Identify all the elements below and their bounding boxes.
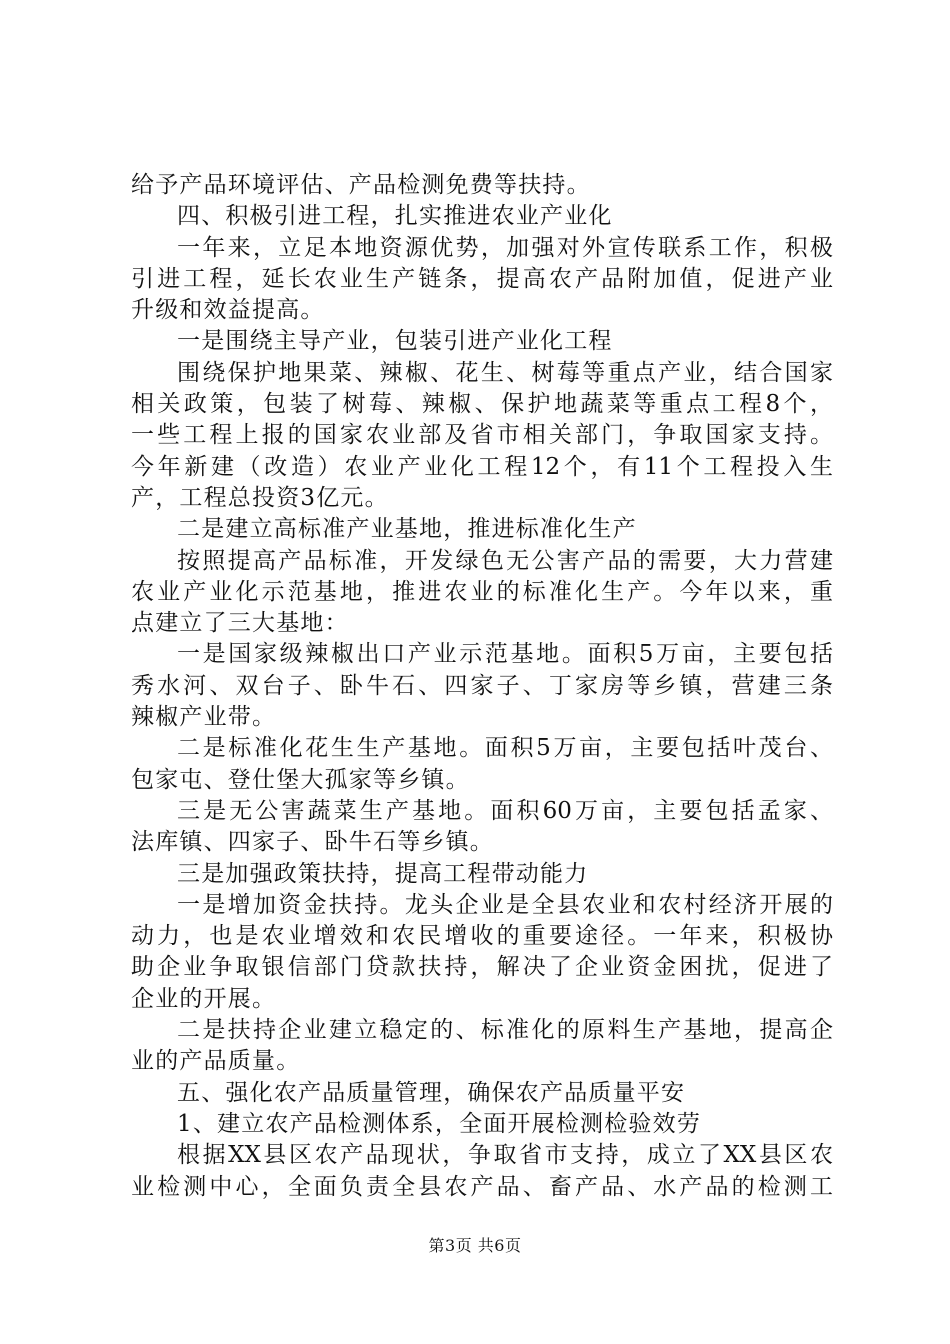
text-line: 辣椒产业带。 — [131, 704, 277, 731]
text-line: 一是围绕主导产业，包装引进产业化工程 — [177, 328, 613, 355]
text-line: 今年新建（改造）农业产业化工程12个，有11个工程投入生 — [131, 453, 833, 480]
text-line: 一是增加资金扶持。龙头企业是全县农业和农村经济开展的 — [177, 891, 833, 918]
text-line: 点建立了三大基地： — [131, 610, 349, 637]
page-footer: 第3页 共6页 — [428, 1236, 522, 1255]
text-line: 产，工程总投资3亿元。 — [131, 484, 389, 511]
text-line: 三是无公害蔬菜生产基地。面积60万亩，主要包括孟家、 — [177, 797, 833, 824]
text-line: 法库镇、四家子、卧牛石等乡镇。 — [131, 829, 494, 856]
text-line: 三是加强政策扶持，提高工程带动能力 — [177, 860, 589, 887]
text-line: 企业的开展。 — [131, 985, 277, 1012]
text-line: 包家屯、登仕堡大孤家等乡镇。 — [131, 766, 470, 793]
text-line: 业检测中心，全面负责全县农产品、畜产品、水产品的检测工 — [131, 1173, 833, 1200]
text-line: 助企业争取银信部门贷款扶持，解决了企业资金困扰，促进了 — [131, 954, 833, 981]
text-line: 根据XX县区农产品现状，争取省市支持，成立了XX县区农 — [177, 1142, 833, 1169]
text-line: 二是标准化花生生产基地。面积5万亩，主要包括叶茂台、 — [177, 735, 833, 762]
text-line: 升级和效益提高。 — [131, 297, 325, 324]
text-line: 按照提高产品标准，开发绿色无公害产品的需要，大力营建 — [177, 547, 833, 574]
text-line: 二是建立高标准产业基地，推进标准化生产 — [177, 516, 637, 543]
text-line: 一年来，立足本地资源优势，加强对外宣传联系工作，积极 — [177, 234, 833, 261]
text-line: 四、积极引进工程，扎实推进农业产业化 — [177, 203, 613, 230]
text-line: 1、建立农产品检测体系，全面开展检测检验效劳 — [177, 1110, 702, 1137]
text-line: 围绕保护地果菜、辣椒、花生、树莓等重点产业，结合国家 — [177, 359, 833, 386]
text-line: 给予产品环境评估、产品检测免费等扶持。 — [131, 172, 591, 198]
text-line: 业的产品质量。 — [131, 1048, 301, 1075]
text-line: 五、强化农产品质量管理，确保农产品质量平安 — [177, 1079, 686, 1106]
text-line: 秀水河、双台子、卧牛石、四家子、丁家房等乡镇，营建三条 — [131, 672, 833, 699]
text-line: 一些工程上报的国家农业部及省市相关部门，争取国家支持。 — [131, 422, 833, 449]
text-line: 相关政策，包装了树莓、辣椒、保护地蔬菜等重点工程8个， — [131, 391, 833, 418]
text-line: 引进工程，延长农业生产链条，提高农产品附加值，促进产业 — [131, 265, 833, 292]
text-line: 二是扶持企业建立稳定的、标准化的原料生产基地，提高企 — [177, 1017, 833, 1044]
text-line: 农业产业化示范基地，推进农业的标准化生产。今年以来，重 — [131, 578, 833, 605]
text-line: 动力，也是农业增效和农民增收的重要途径。一年来，积极协 — [131, 923, 833, 950]
text-line: 一是国家级辣椒出口产业示范基地。面积5万亩，主要包括 — [177, 641, 833, 668]
document-body — [131, 170, 833, 1203]
